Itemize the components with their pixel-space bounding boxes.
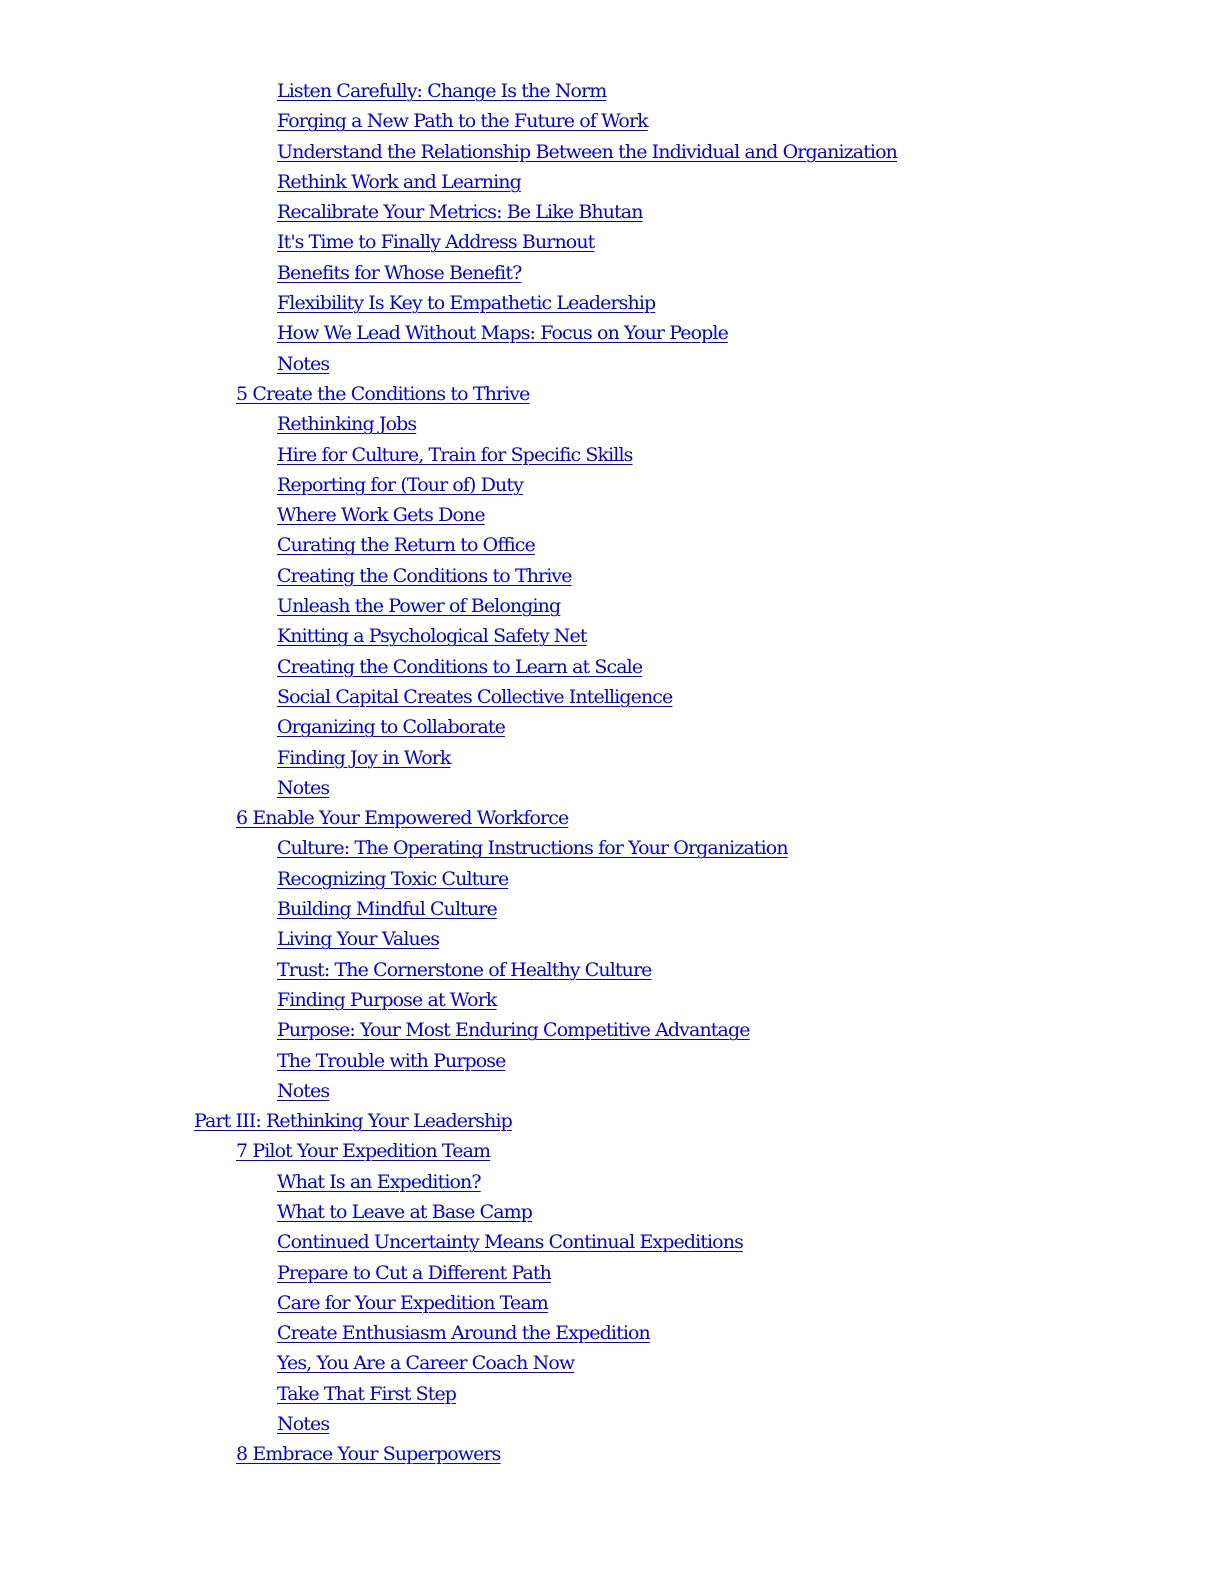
toc-entry	[0, 1348, 1224, 1378]
toc-entry	[0, 591, 1224, 621]
toc-entry	[0, 803, 1224, 833]
toc-entry	[0, 1076, 1224, 1106]
toc-entry	[0, 106, 1224, 136]
toc-link[interactable]: Curating the Return to Office	[277, 534, 535, 557]
toc-entry	[0, 743, 1224, 773]
toc-entry	[0, 1439, 1224, 1469]
toc-entry	[0, 1167, 1224, 1197]
toc-entry	[0, 864, 1224, 894]
toc-entry	[0, 1379, 1224, 1409]
toc-entry	[0, 955, 1224, 985]
toc-link[interactable]: 5 Create the Conditions to Thrive	[236, 382, 530, 405]
toc-link[interactable]: Creating the Conditions to Thrive	[277, 564, 572, 587]
toc-entry	[0, 682, 1224, 712]
toc-entry	[0, 1258, 1224, 1288]
toc-entry	[0, 894, 1224, 924]
toc-link[interactable]: How We Lead Without Maps: Focus on Your People	[277, 322, 728, 345]
toc-link[interactable]: Take That First Step	[277, 1382, 457, 1405]
toc-link[interactable]: 6 Enable Your Empowered Workforce	[236, 807, 569, 830]
toc-link[interactable]: Social Capital Creates Collective Intelligence	[277, 685, 673, 708]
toc-link[interactable]: Purpose: Your Most Enduring Competitive Advantage	[277, 1019, 750, 1042]
toc-entry	[0, 76, 1224, 106]
toc-entry	[0, 197, 1224, 227]
toc-link[interactable]: 8 Embrace Your Superpowers	[236, 1443, 501, 1466]
toc-entry	[0, 1197, 1224, 1227]
toc-link[interactable]: Notes	[277, 1413, 330, 1436]
toc-entry	[0, 1318, 1224, 1348]
toc-link[interactable]: Prepare to Cut a Different Path	[277, 1261, 551, 1284]
toc-link[interactable]: Rethinking Jobs	[277, 413, 417, 436]
toc-entry	[0, 652, 1224, 682]
toc-entry	[0, 349, 1224, 379]
toc-link[interactable]: Listen Carefully: Change Is the Norm	[277, 80, 607, 102]
toc-entry	[0, 712, 1224, 742]
toc-link[interactable]: Finding Purpose at Work	[277, 988, 497, 1011]
toc-entry	[0, 1409, 1224, 1439]
toc-link[interactable]: Notes	[277, 776, 330, 799]
toc-link[interactable]: Knitting a Psychological Safety Net	[277, 625, 587, 648]
toc-entry	[0, 1136, 1224, 1166]
toc-link[interactable]: Living Your Values	[277, 928, 440, 951]
toc-link[interactable]: What to Leave at Base Camp	[277, 1200, 533, 1223]
toc-link[interactable]: Rethink Work and Learning	[277, 170, 521, 193]
toc-link[interactable]: Continued Uncertainty Means Continual Expeditions	[277, 1231, 743, 1254]
table-of-contents	[0, 76, 1224, 1470]
toc-link[interactable]: The Trouble with Purpose	[277, 1049, 506, 1072]
toc-entry	[0, 924, 1224, 954]
toc-link[interactable]: It's Time to Finally Address Burnout	[277, 231, 595, 254]
toc-link[interactable]: Care for Your Expedition Team	[277, 1291, 548, 1314]
toc-link[interactable]: Trust: The Cornerstone of Healthy Culture	[277, 958, 652, 981]
toc-link[interactable]: Finding Joy in Work	[277, 746, 451, 769]
toc-entry	[0, 167, 1224, 197]
toc-link[interactable]: Recalibrate Your Metrics: Be Like Bhutan	[277, 201, 643, 224]
toc-link[interactable]: Building Mindful Culture	[277, 898, 497, 921]
toc-entry	[0, 530, 1224, 560]
toc-link[interactable]: Understand the Relationship Between the Individual and Organization	[277, 140, 897, 163]
toc-link[interactable]: Benefits for Whose Benefit?	[277, 261, 522, 284]
toc-link[interactable]: Part III: Rethinking Your Leadership	[194, 1110, 512, 1133]
toc-link[interactable]: Recognizing Toxic Culture	[277, 867, 509, 890]
toc-link[interactable]: Unleash the Power of Belonging	[277, 595, 561, 618]
toc-entry	[0, 227, 1224, 257]
toc-entry	[0, 1046, 1224, 1076]
toc-link[interactable]: Notes	[277, 1079, 330, 1102]
toc-entry	[0, 985, 1224, 1015]
toc-link[interactable]: Culture: The Operating Instructions for Your Organization	[277, 837, 788, 860]
toc-link[interactable]: Yes, You Are a Career Coach Now	[277, 1352, 575, 1375]
toc-link[interactable]: 7 Pilot Your Expedition Team	[236, 1140, 491, 1163]
toc-entry	[0, 288, 1224, 318]
toc-entry	[0, 318, 1224, 348]
toc-entry	[0, 621, 1224, 651]
toc-link[interactable]: Flexibility Is Key to Empathetic Leadership	[277, 292, 656, 315]
toc-entry	[0, 1227, 1224, 1257]
toc-entry	[0, 137, 1224, 167]
toc-link[interactable]: Notes	[277, 352, 330, 375]
toc-entry	[0, 773, 1224, 803]
toc-entry	[0, 1015, 1224, 1045]
toc-link[interactable]: Creating the Conditions to Learn at Scale	[277, 655, 643, 678]
toc-entry	[0, 561, 1224, 591]
toc-entry	[0, 379, 1224, 409]
toc-entry	[0, 409, 1224, 439]
toc-entry	[0, 833, 1224, 863]
toc-link[interactable]: Hire for Culture, Train for Specific Skills	[277, 443, 633, 466]
toc-link[interactable]: What Is an Expedition?	[277, 1170, 481, 1193]
toc-entry	[0, 440, 1224, 470]
toc-link[interactable]: Create Enthusiasm Around the Expedition	[277, 1322, 650, 1345]
toc-entry	[0, 1288, 1224, 1318]
toc-entry	[0, 258, 1224, 288]
toc-entry	[0, 1106, 1224, 1136]
toc-entry	[0, 470, 1224, 500]
toc-entry	[0, 500, 1224, 530]
toc-link[interactable]: Organizing to Collaborate	[277, 716, 505, 739]
toc-link[interactable]: Reporting for (Tour of) Duty	[277, 473, 523, 496]
toc-link[interactable]: Where Work Gets Done	[277, 504, 485, 527]
toc-link[interactable]: Forging a New Path to the Future of Work	[277, 110, 648, 133]
